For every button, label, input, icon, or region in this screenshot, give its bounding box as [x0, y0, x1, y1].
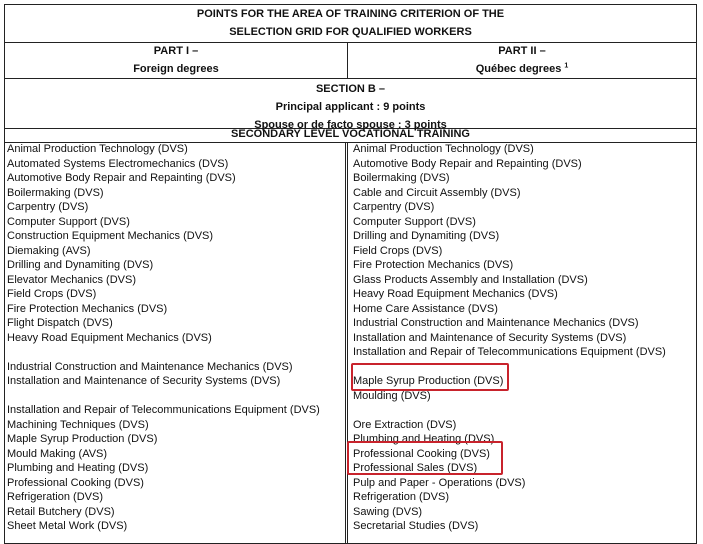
section-b-header [5, 78, 696, 129]
foreign-program-item: Machining Techniques (DVS) [7, 418, 149, 431]
footnote-marker: 1 [564, 62, 569, 70]
foreign-program-item: Carpentry (DVS) [7, 201, 89, 213]
part-2-subtitle-text: Québec degrees [475, 63, 562, 75]
foreign-program-item: Field Crops (DVS) [7, 288, 97, 300]
foreign-program-item: Automated Systems Electromechanics (DVS) [7, 157, 229, 170]
blank-row [353, 403, 696, 418]
quebec-program-item: Carpentry (DVS) [353, 201, 435, 213]
quebec-program-item: Pulp and Paper - Operations (DVS) [353, 476, 526, 489]
blank-row [7, 389, 345, 404]
principal-points: Principal applicant : 9 points [275, 101, 426, 113]
quebec-program-item: Field Crops (DVS) [353, 244, 443, 257]
quebec-program-item: Ore Extraction (DVS) [353, 418, 457, 431]
quebec-program-item: Animal Production Technology (DVS) [353, 143, 534, 155]
title-line-2: SELECTION GRID FOR QUALIFIED WORKERS [229, 26, 472, 38]
foreign-program-item: Animal Production Technology (DVS) [7, 143, 188, 155]
spouse-points: Spouse or de facto spouse : 3 points [254, 119, 447, 131]
foreign-program-item: Installation and Repair of Telecommunications Equipment (DVS) [7, 404, 320, 416]
quebec-program-item: Fire Protection Mechanics (DVS) [353, 259, 514, 271]
foreign-program-item: Sheet Metal Work (DVS) [7, 520, 128, 532]
foreign-program-item: Refrigeration (DVS) [7, 491, 103, 503]
quebec-program-item: Plumbing and Heating (DVS) [353, 433, 495, 445]
foreign-program-item: Retail Butchery (DVS) [7, 505, 115, 518]
part-2-label: PART II – [498, 45, 546, 57]
foreign-program-item: Automotive Body Repair and Repainting (DVS) [7, 172, 236, 184]
foreign-program-item: Fire Protection Mechanics (DVS) [7, 302, 168, 315]
quebec-program-item: Refrigeration (DVS) [353, 491, 449, 503]
quebec-program-item: Home Care Assistance (DVS) [353, 302, 498, 315]
quebec-program-item: Installation and Repair of Telecommunications Equipment (DVS) [353, 346, 666, 358]
quebec-program-item: Moulding (DVS) [353, 389, 431, 402]
title-line-1: POINTS FOR THE AREA OF TRAINING CRITERION OF THE [196, 8, 505, 20]
quebec-program-item: Computer Support (DVS) [353, 215, 476, 228]
highlight-professional-cooking-sales [347, 441, 503, 475]
part-1-subtitle: Foreign degrees [133, 63, 219, 75]
quebec-program-item: Heavy Road Equipment Mechanics (DVS) [353, 288, 558, 300]
foreign-program-item: Boilermaking (DVS) [7, 186, 104, 199]
foreign-program-item: Mould Making (AVS) [7, 447, 108, 460]
foreign-program-item: Installation and Maintenance of Security Systems (DVS) [7, 375, 281, 387]
quebec-program-item: Maple Syrup Production (DVS) [353, 375, 504, 387]
quebec-program-item: Installation and Maintenance of Security Systems (DVS) [353, 331, 627, 344]
foreign-degrees-list [7, 142, 346, 543]
quebec-program-item: Automotive Body Repair and Repainting (DVS) [353, 157, 582, 170]
part-foreign-header [5, 42, 348, 78]
foreign-program-item: Construction Equipment Mechanics (DVS) [7, 230, 214, 242]
quebec-program-item: Professional Cooking (DVS) [353, 447, 490, 460]
part-2-subtitle [348, 60, 696, 78]
quebec-program-item: Cable and Circuit Assembly (DVS) [353, 186, 521, 199]
quebec-program-item: Secretarial Studies (DVS) [353, 520, 479, 532]
table-title [5, 5, 696, 43]
quebec-degrees-list [353, 142, 696, 543]
quebec-program-item: Sawing (DVS) [353, 505, 423, 518]
foreign-program-item: Industrial Construction and Maintenance Mechanics (DVS) [7, 360, 293, 373]
foreign-program-item: Plumbing and Heating (DVS) [7, 462, 149, 474]
quebec-program-item: Professional Sales (DVS) [353, 462, 478, 474]
column-divider [347, 142, 348, 543]
highlight-maple-syrup [351, 363, 509, 391]
quebec-program-item: Glass Products Assembly and Installation (DVS) [353, 273, 588, 286]
quebec-program-item: Drilling and Dynamiting (DVS) [353, 230, 500, 242]
foreign-program-item: Professional Cooking (DVS) [7, 476, 144, 489]
foreign-program-item: Maple Syrup Production (DVS) [7, 433, 158, 445]
foreign-program-item: Drilling and Dynamiting (DVS) [7, 259, 154, 271]
quebec-program-item: Boilermaking (DVS) [353, 172, 450, 184]
foreign-program-item: Heavy Road Equipment Mechanics (DVS) [7, 331, 212, 344]
quebec-program-item: Industrial Construction and Maintenance Mechanics (DVS) [353, 317, 639, 329]
part-quebec-header [348, 42, 696, 78]
foreign-program-item: Flight Dispatch (DVS) [7, 317, 113, 329]
blank-row [7, 345, 345, 360]
foreign-program-item: Elevator Mechanics (DVS) [7, 273, 136, 286]
part-1-label: PART I – [153, 45, 199, 57]
section-label: SECTION B – [315, 83, 386, 95]
vocational-training-header: SECONDARY LEVEL VOCATIONAL TRAINING [5, 128, 696, 143]
parts-header-row [5, 42, 696, 79]
foreign-program-item: Computer Support (DVS) [7, 215, 130, 228]
foreign-program-item: Diemaking (AVS) [7, 244, 91, 257]
